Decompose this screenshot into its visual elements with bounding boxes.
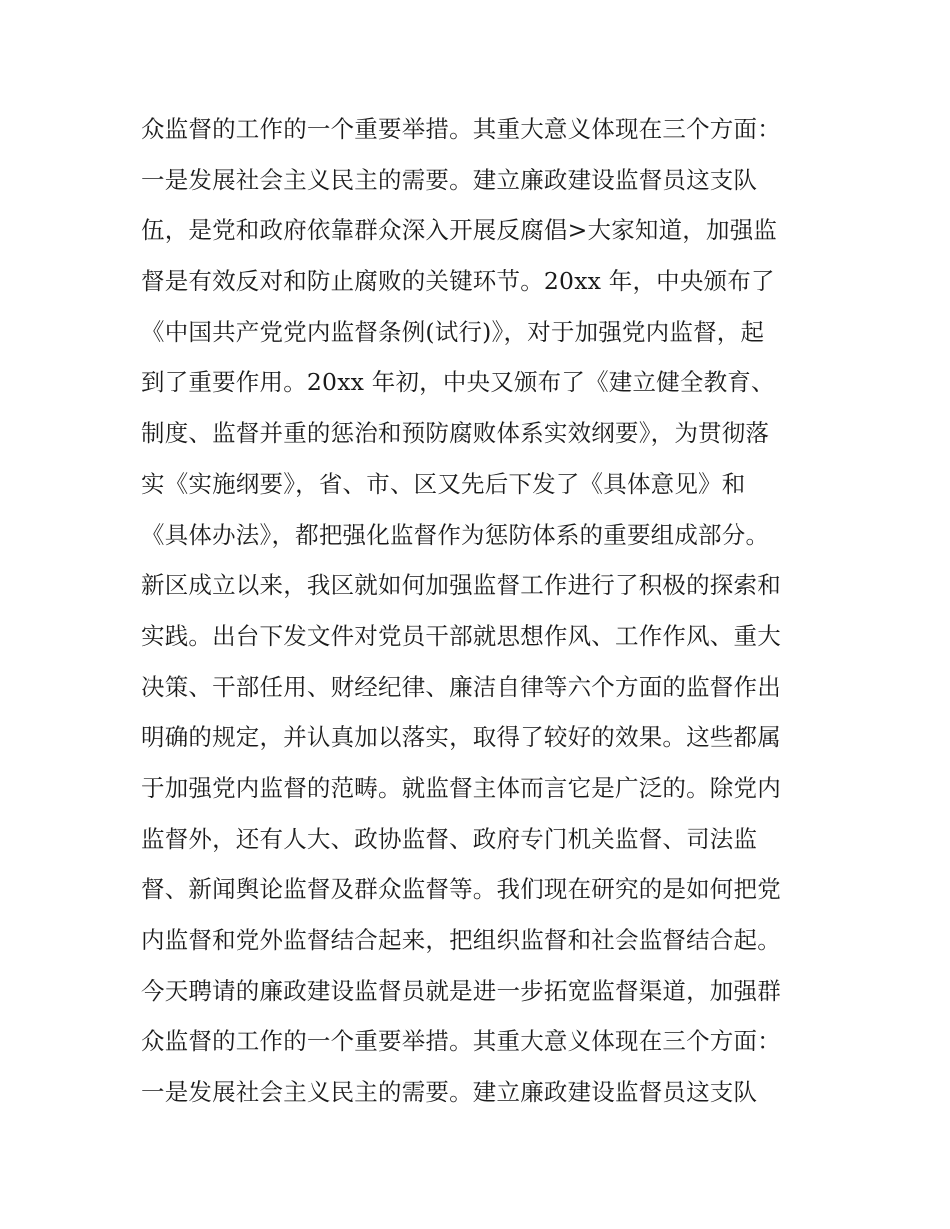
text-line: 《具体办法》，都把强化监督作为惩防体系的重要组成部分。 (141, 520, 770, 549)
text-line: 于加强党内监督的范畴。就监督主体而言它是广泛的。除党内 (141, 773, 781, 802)
text-line: 《中国共产党党内监督条例(试行)》，对于加强党内监督，起 (141, 317, 765, 346)
text-line: 到了重要作用。20xx 年初，中央又颁布了《建立健全教育、 (141, 368, 775, 397)
text-line: 内监督和党外监督结合起来，把组织监督和社会监督结合起。 (141, 926, 781, 954)
text-line: 新区成立以来，我区就如何加强监督工作进行了积极的探索和 (141, 571, 781, 600)
text-line: 今天聘请的廉政建设监督员就是进一步拓宽监督渠道，加强群 (141, 976, 781, 1005)
text-line: 督、新闻舆论监督及群众监督等。我们现在研究的是如何把党 (141, 875, 781, 904)
text-line: 实践。出台下发文件对党员干部就思想作风、工作作风、重大 (141, 621, 781, 650)
text-line: 决策、干部任用、财经纪律、廉洁自律等六个方面的监督作出 (141, 672, 781, 701)
body-text (141, 104, 821, 1118)
text-line: 明确的规定，并认真加以落实，取得了较好的效果。这些都属 (141, 723, 781, 752)
text-line: 众监督的工作的一个重要举措。其重大意义体现在三个方面： (141, 1027, 781, 1056)
text-line: 制度、监督并重的惩治和预防腐败体系实效纲要》，为贯彻落 (141, 419, 770, 448)
text-line: 伍，是党和政府依靠群众深入开展反腐倡>大家知道，加强监 (141, 216, 778, 245)
text-line: 督是有效反对和防止腐败的关键环节。20xx 年，中央颁布了 (141, 267, 775, 296)
text-line: 实《实施纲要》，省、市、区又先后下发了《具体意见》和 (141, 469, 746, 498)
text-line: 一是发展社会主义民主的需要。建立廉政建设监督员这支队 (141, 1078, 758, 1107)
text-line: 一是发展社会主义民主的需要。建立廉政建设监督员这支队 (141, 165, 758, 194)
text-line: 监督外，还有人大、政协监督、政府专门机关监督、司法监 (141, 824, 758, 853)
text-line: 众监督的工作的一个重要举措。其重大意义体现在三个方面： (141, 115, 781, 143)
